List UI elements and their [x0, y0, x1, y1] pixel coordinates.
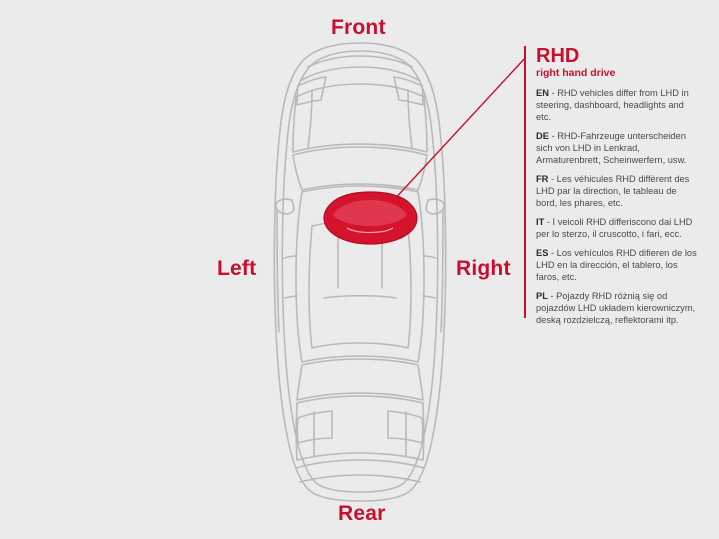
language-code-es: ES [536, 247, 549, 258]
language-code-de: DE [536, 130, 549, 141]
info-subtitle: right hand drive [536, 67, 616, 79]
language-code-fr: FR [536, 173, 549, 184]
callout-leader-line [390, 45, 530, 205]
language-text-de: - RHD-Fahrzeuge unterscheiden sich von LHD in Lenkrad, Armaturenbrett, Scheinwerfern, usw. [536, 130, 687, 166]
orientation-label-front: Front [331, 16, 386, 39]
language-text-en: - RHD vehicles differ from LHD in steering, dashboard, headlights and etc. [536, 87, 689, 123]
language-block-de [536, 130, 700, 167]
orientation-label-left: Left [217, 257, 257, 280]
language-block-es [536, 247, 700, 284]
language-block-en [536, 87, 700, 124]
rhd-info-panel [524, 45, 700, 326]
language-block-pl [536, 290, 700, 327]
info-title: RHD [536, 45, 580, 67]
language-block-fr [536, 173, 700, 210]
language-text-fr: - Les véhicules RHD diffèrent des LHD par la direction, le tableau de bord, les phares, etc. [536, 173, 690, 209]
language-code-en: EN [536, 87, 549, 98]
orientation-label-right: Right [456, 257, 511, 280]
language-text-it: - I veicoli RHD differiscono dai LHD per lo sterzo, il cruscotto, i fari, ecc. [536, 216, 693, 240]
language-text-es: - Los vehículos RHD difieren de los LHD en la dirección, el tablero, los faros, etc. [536, 247, 697, 283]
language-code-pl: PL [536, 290, 548, 301]
language-code-it: IT [536, 216, 545, 227]
orientation-label-rear: Rear [338, 502, 386, 525]
language-block-it [536, 216, 700, 241]
language-text-pl: - Pojazdy RHD różnią się od pojazdów LHD układem kierowniczym, deską rozdzielczą, reflektorami itp. [536, 290, 696, 326]
